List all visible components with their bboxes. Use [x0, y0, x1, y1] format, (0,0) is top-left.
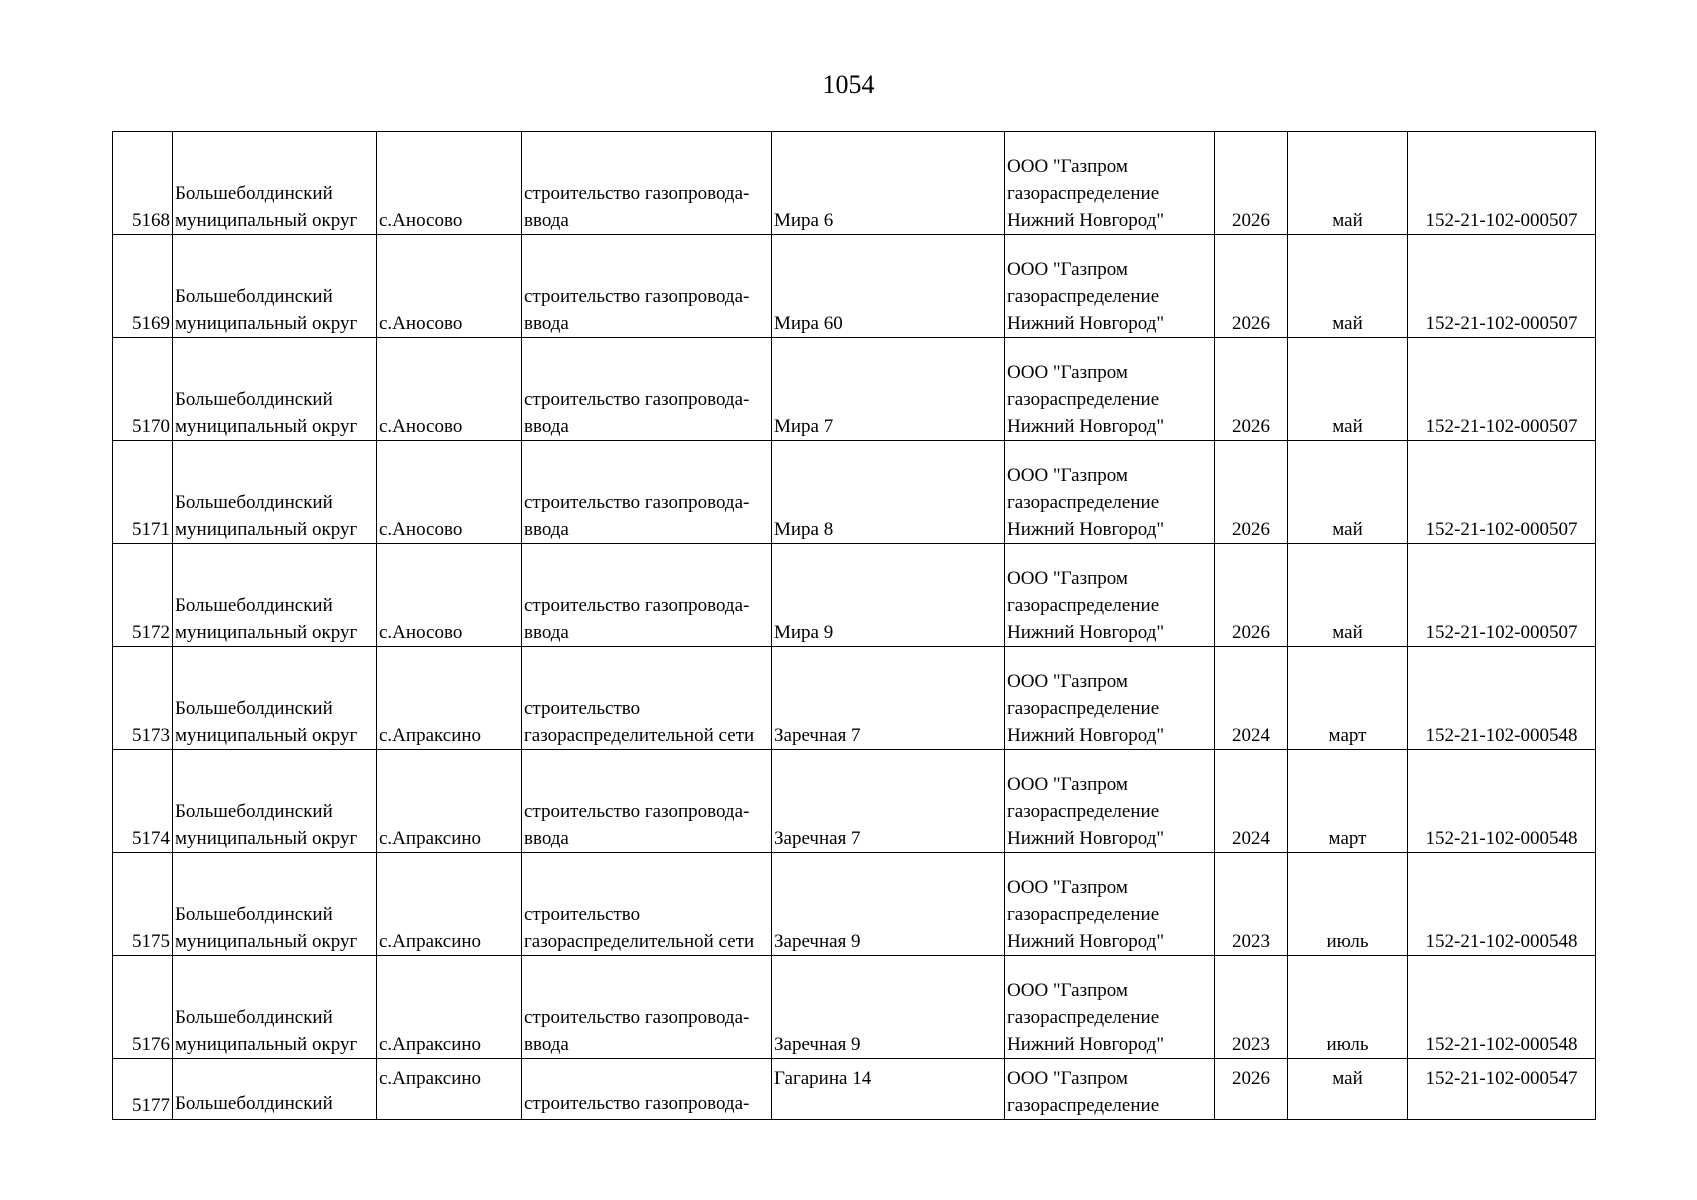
- row-number-cell-text: 5174: [132, 828, 170, 849]
- village-cell: [377, 1059, 522, 1120]
- month-cell-text: май: [1332, 622, 1363, 643]
- organization-cell-line: газораспределение: [1007, 1095, 1160, 1116]
- village-cell: [377, 750, 522, 853]
- row-number-cell-text: 5173: [132, 725, 170, 746]
- work-type-cell-line: ввода: [524, 622, 569, 643]
- organization-cell-line: ООО "Газпром: [1007, 1068, 1128, 1089]
- village-cell-text: с.Апраксино: [379, 828, 482, 849]
- organization-cell: [1005, 544, 1215, 647]
- row-number-cell-text: 5177: [132, 1095, 170, 1116]
- project-code-cell: [1408, 647, 1596, 750]
- table-body: [113, 132, 1596, 1120]
- row-number-cell-text: 5172: [132, 622, 170, 643]
- work-type-cell-line: строительство: [524, 698, 641, 719]
- organization-cell-line: газораспределение: [1007, 698, 1160, 719]
- municipal-area-cell-line: муниципальный округ: [175, 210, 358, 231]
- municipal-area-cell: [173, 544, 377, 647]
- address-cell: [772, 956, 1005, 1059]
- village-cell-text: с.Аносово: [379, 519, 463, 540]
- municipal-area-cell-line: муниципальный округ: [175, 931, 358, 952]
- work-type-cell-line: строительство газопровода-: [524, 389, 750, 410]
- organization-cell: [1005, 235, 1215, 338]
- row-number-cell-text: 5176: [132, 1034, 170, 1055]
- address-cell: [772, 853, 1005, 956]
- work-type-cell-line: строительство газопровода-: [524, 286, 750, 307]
- month-cell: [1288, 956, 1408, 1059]
- work-type-cell-line: строительство газопровода-: [524, 183, 750, 204]
- municipal-area-cell-line: Большеболдинский: [175, 183, 333, 204]
- year-cell-text: 2026: [1232, 313, 1270, 334]
- project-code-cell: [1408, 544, 1596, 647]
- organization-cell: [1005, 647, 1215, 750]
- year-cell-text: 2026: [1232, 416, 1270, 437]
- month-cell-text: март: [1328, 725, 1367, 746]
- project-code-cell: [1408, 441, 1596, 544]
- organization-cell-line: газораспределение: [1007, 595, 1160, 616]
- year-cell: [1215, 956, 1288, 1059]
- row-number-cell: [113, 132, 173, 235]
- municipal-area-cell-line: Большеболдинский: [175, 492, 333, 513]
- address-cell-text: Заречная 9: [774, 1034, 861, 1055]
- work-type-cell: [522, 235, 772, 338]
- organization-cell: [1005, 132, 1215, 235]
- gas-works-table: [112, 131, 1596, 1120]
- year-cell: [1215, 853, 1288, 956]
- address-cell: [772, 750, 1005, 853]
- project-code-cell: [1408, 235, 1596, 338]
- month-cell-text: июль: [1326, 1034, 1369, 1055]
- month-cell: [1288, 338, 1408, 441]
- project-code-cell: [1408, 750, 1596, 853]
- year-cell-text: 2026: [1232, 622, 1270, 643]
- address-cell: [772, 647, 1005, 750]
- year-cell-text: 2026: [1232, 519, 1270, 540]
- organization-cell-line: ООО "Газпром: [1007, 568, 1128, 589]
- month-cell-text: май: [1332, 416, 1363, 437]
- municipal-area-cell: [173, 956, 377, 1059]
- work-type-cell: [522, 441, 772, 544]
- village-cell-text: с.Апраксино: [379, 1034, 482, 1055]
- work-type-cell-line: ввода: [524, 313, 569, 334]
- organization-cell-line: ООО "Газпром: [1007, 465, 1128, 486]
- municipal-area-cell-line: Большеболдинский: [175, 904, 333, 925]
- organization-cell-line: Нижний Новгород": [1007, 519, 1165, 540]
- table-row: [113, 853, 1596, 956]
- organization-cell-line: газораспределение: [1007, 801, 1160, 822]
- municipal-area-cell: [173, 235, 377, 338]
- address-cell-text: Заречная 7: [774, 725, 861, 746]
- year-cell-text: 2023: [1232, 1034, 1270, 1055]
- work-type-cell-line: газораспределительной сети: [524, 931, 755, 952]
- year-cell-text: 2023: [1232, 931, 1270, 952]
- month-cell: [1288, 647, 1408, 750]
- municipal-area-cell-line: Большеболдинский: [175, 698, 333, 719]
- municipal-area-cell-line: Большеболдинский: [175, 389, 333, 410]
- municipal-area-cell-line: муниципальный округ: [175, 313, 358, 334]
- municipal-area-cell-line: муниципальный округ: [175, 1034, 358, 1055]
- table-row: [113, 647, 1596, 750]
- organization-cell-line: газораспределение: [1007, 286, 1160, 307]
- municipal-area-cell-line: муниципальный округ: [175, 828, 358, 849]
- work-type-cell: [522, 853, 772, 956]
- village-cell-text: с.Аносово: [379, 416, 463, 437]
- project-code-cell-text: 152-21-102-000507: [1425, 416, 1578, 437]
- table-row: [113, 235, 1596, 338]
- month-cell-text: июль: [1326, 931, 1369, 952]
- municipal-area-cell: [173, 441, 377, 544]
- year-cell: [1215, 235, 1288, 338]
- work-type-cell-line: ввода: [524, 416, 569, 437]
- table-row: [113, 338, 1596, 441]
- work-type-cell-line: ввода: [524, 1034, 569, 1055]
- page-number: 1054: [822, 70, 875, 99]
- work-type-cell: [522, 1059, 772, 1120]
- month-cell-text: май: [1332, 1068, 1363, 1089]
- organization-cell-line: Нижний Новгород": [1007, 1034, 1165, 1055]
- municipal-area-cell: [173, 853, 377, 956]
- organization-cell: [1005, 1059, 1215, 1120]
- organization-cell: [1005, 853, 1215, 956]
- row-number-cell: [113, 853, 173, 956]
- row-number-cell: [113, 750, 173, 853]
- village-cell: [377, 441, 522, 544]
- project-code-cell: [1408, 956, 1596, 1059]
- table-row: [113, 441, 1596, 544]
- address-cell: [772, 132, 1005, 235]
- address-cell: [772, 1059, 1005, 1120]
- address-cell-text: Мира 7: [774, 416, 834, 437]
- address-cell-text: Заречная 9: [774, 931, 861, 952]
- work-type-cell: [522, 338, 772, 441]
- month-cell: [1288, 235, 1408, 338]
- village-cell: [377, 132, 522, 235]
- year-cell-text: 2026: [1232, 210, 1270, 231]
- village-cell: [377, 853, 522, 956]
- municipal-area-cell-line: муниципальный округ: [175, 725, 358, 746]
- row-number-cell-text: 5175: [132, 931, 170, 952]
- work-type-cell-line: ввода: [524, 519, 569, 540]
- work-type-cell-line: строительство газопровода-: [524, 595, 750, 616]
- row-number-cell-text: 5171: [132, 519, 170, 540]
- organization-cell-line: газораспределение: [1007, 389, 1160, 410]
- organization-cell-line: Нижний Новгород": [1007, 931, 1165, 952]
- project-code-cell-text: 152-21-102-000548: [1425, 828, 1578, 849]
- organization-cell-line: Нижний Новгород": [1007, 416, 1165, 437]
- project-code-cell-text: 152-21-102-000548: [1425, 725, 1578, 746]
- year-cell: [1215, 1059, 1288, 1120]
- municipal-area-cell-line: Большеболдинский: [175, 286, 333, 307]
- organization-cell-line: ООО "Газпром: [1007, 671, 1128, 692]
- month-cell-text: май: [1332, 519, 1363, 540]
- project-code-cell: [1408, 132, 1596, 235]
- year-cell-text: 2024: [1232, 725, 1270, 746]
- month-cell: [1288, 544, 1408, 647]
- organization-cell-line: газораспределение: [1007, 183, 1160, 204]
- project-code-cell-text: 152-21-102-000507: [1425, 519, 1578, 540]
- address-cell-text: Мира 60: [774, 313, 843, 334]
- organization-cell: [1005, 338, 1215, 441]
- organization-cell-line: Нижний Новгород": [1007, 828, 1165, 849]
- project-code-cell: [1408, 1059, 1596, 1120]
- work-type-cell-line: строительство газопровода-: [524, 801, 750, 822]
- address-cell-text: Заречная 7: [774, 828, 861, 849]
- address-cell: [772, 544, 1005, 647]
- village-cell: [377, 544, 522, 647]
- table-row: [113, 1059, 1596, 1120]
- row-number-cell: [113, 441, 173, 544]
- address-cell: [772, 235, 1005, 338]
- organization-cell: [1005, 441, 1215, 544]
- project-code-cell: [1408, 338, 1596, 441]
- project-code-cell-text: 152-21-102-000548: [1425, 931, 1578, 952]
- municipal-area-cell-line: Большеболдинский: [175, 801, 333, 822]
- table-row: [113, 132, 1596, 235]
- work-type-cell-line: ввода: [524, 828, 569, 849]
- organization-cell-line: ООО "Газпром: [1007, 259, 1128, 280]
- address-cell-text: Гагарина 14: [774, 1068, 872, 1089]
- row-number-cell: [113, 338, 173, 441]
- month-cell-text: май: [1332, 210, 1363, 231]
- organization-cell-line: ООО "Газпром: [1007, 877, 1128, 898]
- organization-cell-line: газораспределение: [1007, 1007, 1160, 1028]
- address-cell: [772, 338, 1005, 441]
- organization-cell: [1005, 750, 1215, 853]
- village-cell-text: с.Аносово: [379, 313, 463, 334]
- work-type-cell: [522, 132, 772, 235]
- organization-cell-line: ООО "Газпром: [1007, 774, 1128, 795]
- month-cell-text: март: [1328, 828, 1367, 849]
- municipal-area-cell: [173, 1059, 377, 1120]
- work-type-cell: [522, 956, 772, 1059]
- organization-cell-line: газораспределение: [1007, 904, 1160, 925]
- village-cell: [377, 956, 522, 1059]
- year-cell: [1215, 441, 1288, 544]
- organization-cell-line: ООО "Газпром: [1007, 980, 1128, 1001]
- table-row: [113, 544, 1596, 647]
- village-cell-text: с.Аносово: [379, 622, 463, 643]
- month-cell: [1288, 132, 1408, 235]
- village-cell: [377, 338, 522, 441]
- address-cell: [772, 441, 1005, 544]
- organization-cell-line: Нижний Новгород": [1007, 725, 1165, 746]
- work-type-cell: [522, 544, 772, 647]
- row-number-cell: [113, 956, 173, 1059]
- year-cell-text: 2024: [1232, 828, 1270, 849]
- row-number-cell: [113, 647, 173, 750]
- project-code-cell-text: 152-21-102-000548: [1425, 1034, 1578, 1055]
- project-code-cell-text: 152-21-102-000507: [1425, 622, 1578, 643]
- table-row: [113, 750, 1596, 853]
- address-cell-text: Мира 8: [774, 519, 834, 540]
- year-cell-text: 2026: [1232, 1068, 1270, 1089]
- municipal-area-cell-line: Большеболдинский: [175, 1093, 333, 1114]
- month-cell: [1288, 750, 1408, 853]
- year-cell: [1215, 132, 1288, 235]
- village-cell: [377, 647, 522, 750]
- municipal-area-cell-line: Большеболдинский: [175, 1007, 333, 1028]
- year-cell: [1215, 647, 1288, 750]
- month-cell: [1288, 441, 1408, 544]
- work-type-cell: [522, 647, 772, 750]
- work-type-cell-line: строительство газопровода-: [524, 1007, 750, 1028]
- village-cell-text: с.Апраксино: [379, 725, 482, 746]
- row-number-cell: [113, 235, 173, 338]
- work-type-cell-line: строительство газопровода-: [524, 492, 750, 513]
- work-type-cell-line: строительство: [524, 904, 641, 925]
- work-type-cell-line: строительство газопровода-: [524, 1093, 750, 1114]
- organization-cell: [1005, 956, 1215, 1059]
- table-row: [113, 956, 1596, 1059]
- project-code-cell: [1408, 853, 1596, 956]
- project-code-cell-text: 152-21-102-000547: [1425, 1068, 1578, 1089]
- municipal-area-cell: [173, 750, 377, 853]
- row-number-cell-text: 5169: [132, 313, 170, 334]
- row-number-cell: [113, 1059, 173, 1120]
- work-type-cell: [522, 750, 772, 853]
- year-cell: [1215, 338, 1288, 441]
- project-code-cell-text: 152-21-102-000507: [1425, 313, 1578, 334]
- organization-cell-line: ООО "Газпром: [1007, 362, 1128, 383]
- month-cell: [1288, 853, 1408, 956]
- organization-cell-line: Нижний Новгород": [1007, 622, 1165, 643]
- municipal-area-cell-line: муниципальный округ: [175, 622, 358, 643]
- month-cell: [1288, 1059, 1408, 1120]
- month-cell-text: май: [1332, 313, 1363, 334]
- municipal-area-cell: [173, 647, 377, 750]
- year-cell: [1215, 544, 1288, 647]
- organization-cell-line: газораспределение: [1007, 492, 1160, 513]
- organization-cell-line: Нижний Новгород": [1007, 313, 1165, 334]
- organization-cell-line: ООО "Газпром: [1007, 156, 1128, 177]
- address-cell-text: Мира 6: [774, 210, 834, 231]
- row-number-cell-text: 5170: [132, 416, 170, 437]
- project-code-cell-text: 152-21-102-000507: [1425, 210, 1578, 231]
- municipal-area-cell-line: муниципальный округ: [175, 519, 358, 540]
- row-number-cell: [113, 544, 173, 647]
- year-cell: [1215, 750, 1288, 853]
- row-number-cell-text: 5168: [132, 210, 170, 231]
- village-cell-text: с.Апраксино: [379, 931, 482, 952]
- village-cell-text: с.Аносово: [379, 210, 463, 231]
- work-type-cell-line: газораспределительной сети: [524, 725, 755, 746]
- organization-cell-line: Нижний Новгород": [1007, 210, 1165, 231]
- address-cell-text: Мира 9: [774, 622, 834, 643]
- municipal-area-cell: [173, 132, 377, 235]
- work-type-cell-line: ввода: [524, 210, 569, 231]
- village-cell: [377, 235, 522, 338]
- municipal-area-cell: [173, 338, 377, 441]
- municipal-area-cell-line: Большеболдинский: [175, 595, 333, 616]
- municipal-area-cell-line: муниципальный округ: [175, 416, 358, 437]
- village-cell-text: с.Апраксино: [379, 1068, 482, 1089]
